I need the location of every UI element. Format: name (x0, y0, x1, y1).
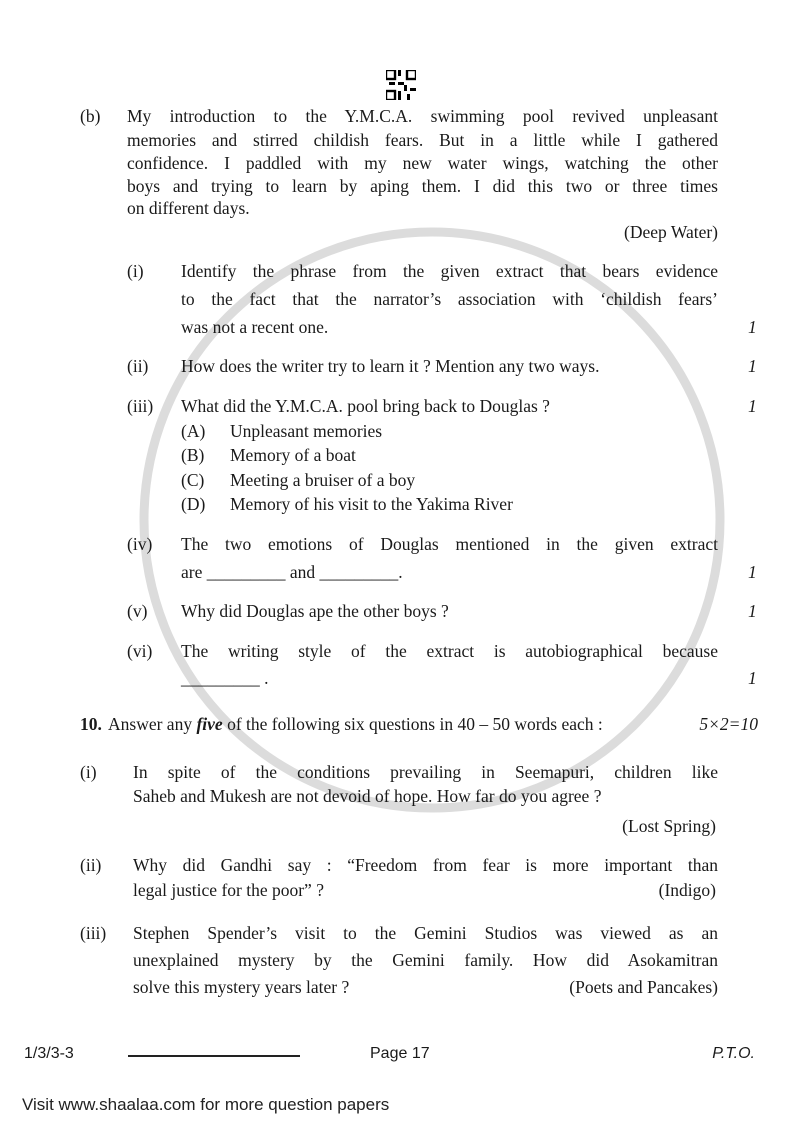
subq-source: (Indigo) (658, 880, 716, 900)
subq-text: legal justice for the poor” ? (133, 880, 324, 900)
subq-num: (i) (127, 261, 144, 281)
question-label: (b) (80, 106, 101, 126)
option-letter: (D) (181, 494, 206, 514)
subq-text: The writing style of the extract is autobiographical because (181, 641, 718, 661)
subq-num: (iv) (127, 534, 153, 554)
extract-source: (Deep Water) (624, 222, 718, 242)
subq-num: (vi) (127, 641, 153, 661)
option-text: Memory of his visit to the Yakima River (230, 494, 513, 514)
subq-text: Why did Gandhi say : “Freedom from fear is more important than (133, 855, 718, 875)
subq-text: solve this mystery years later ? (133, 977, 350, 997)
subq-text: to the fact that the narrator’s association with ‘childish fears’ (181, 289, 718, 309)
subq-num: (ii) (80, 855, 102, 875)
subq-text: How does the writer try to learn it ? Mention any two ways. (181, 356, 600, 376)
subq-num: (iii) (80, 923, 107, 943)
marks: 1 (748, 396, 757, 416)
subq-text: In spite of the conditions prevailing in Seemapuri, children like (133, 762, 718, 782)
question-instruction (108, 713, 603, 735)
subq-text: What did the Y.M.C.A. pool bring back to Douglas ? (181, 396, 550, 416)
marks: 1 (748, 317, 757, 337)
extract-line: boys and trying to learn by aping them. I did this two or three times (127, 176, 718, 196)
option-letter: (B) (181, 445, 205, 465)
subq-text: Why did Douglas ape the other boys ? (181, 601, 449, 621)
subq-text: Stephen Spender’s visit to the Gemini Studios was viewed as an (133, 923, 718, 943)
subq-text: are _________ and _________. (181, 562, 403, 582)
marks: 5×2=10 (699, 714, 758, 734)
pto-label: P.T.O. (712, 1045, 755, 1062)
page-number: Page 17 (370, 1045, 430, 1062)
subq-num: (i) (80, 762, 97, 782)
option-letter: (C) (181, 470, 205, 490)
option-text: Meeting a bruiser of a boy (230, 470, 416, 490)
subq-num: (iii) (127, 396, 154, 416)
visit-link-text: Visit www.shaalaa.com for more question papers (22, 1095, 390, 1114)
instruction-text: of the following six questions in 40 – 50 words each : (222, 714, 603, 734)
option-letter: (A) (181, 421, 206, 441)
subq-text: Identify the phrase from the given extract that bears evidence (181, 261, 718, 281)
subq-num: (v) (127, 601, 148, 621)
subq-source: (Lost Spring) (622, 816, 716, 836)
marks: 1 (748, 356, 757, 376)
subq-text: Saheb and Mukesh are not devoid of hope. How far do you agree ? (133, 786, 602, 806)
instruction-text: Answer any (108, 714, 197, 734)
paper-code: 1/3/3-3 (24, 1045, 74, 1062)
subq-text: _________ . (181, 668, 269, 688)
subq-num: (ii) (127, 356, 149, 376)
extract-line: My introduction to the Y.M.C.A. swimming pool revived unpleasant (127, 106, 718, 126)
subq-text: was not a recent one. (181, 317, 329, 337)
qr-code-icon (386, 70, 416, 100)
subq-source: (Poets and Pancakes) (569, 977, 718, 997)
question-number: 10. (80, 714, 102, 734)
extract-line: confidence. I paddled with my new water wings, watching the other (127, 153, 718, 173)
extract-line: on different days. (127, 198, 250, 218)
footer-divider (128, 1055, 300, 1057)
subq-text: unexplained mystery by the Gemini family. How did Asokamitran (133, 950, 718, 970)
option-text: Memory of a boat (230, 445, 356, 465)
marks: 1 (748, 562, 757, 582)
option-text: Unpleasant memories (230, 421, 383, 441)
instruction-emphasis: five (196, 714, 223, 734)
subq-text: The two emotions of Douglas mentioned in the given extract (181, 534, 718, 554)
marks: 1 (748, 668, 757, 688)
marks: 1 (748, 601, 757, 621)
extract-line: memories and stirred childish fears. But in a little while I gathered (127, 130, 718, 150)
